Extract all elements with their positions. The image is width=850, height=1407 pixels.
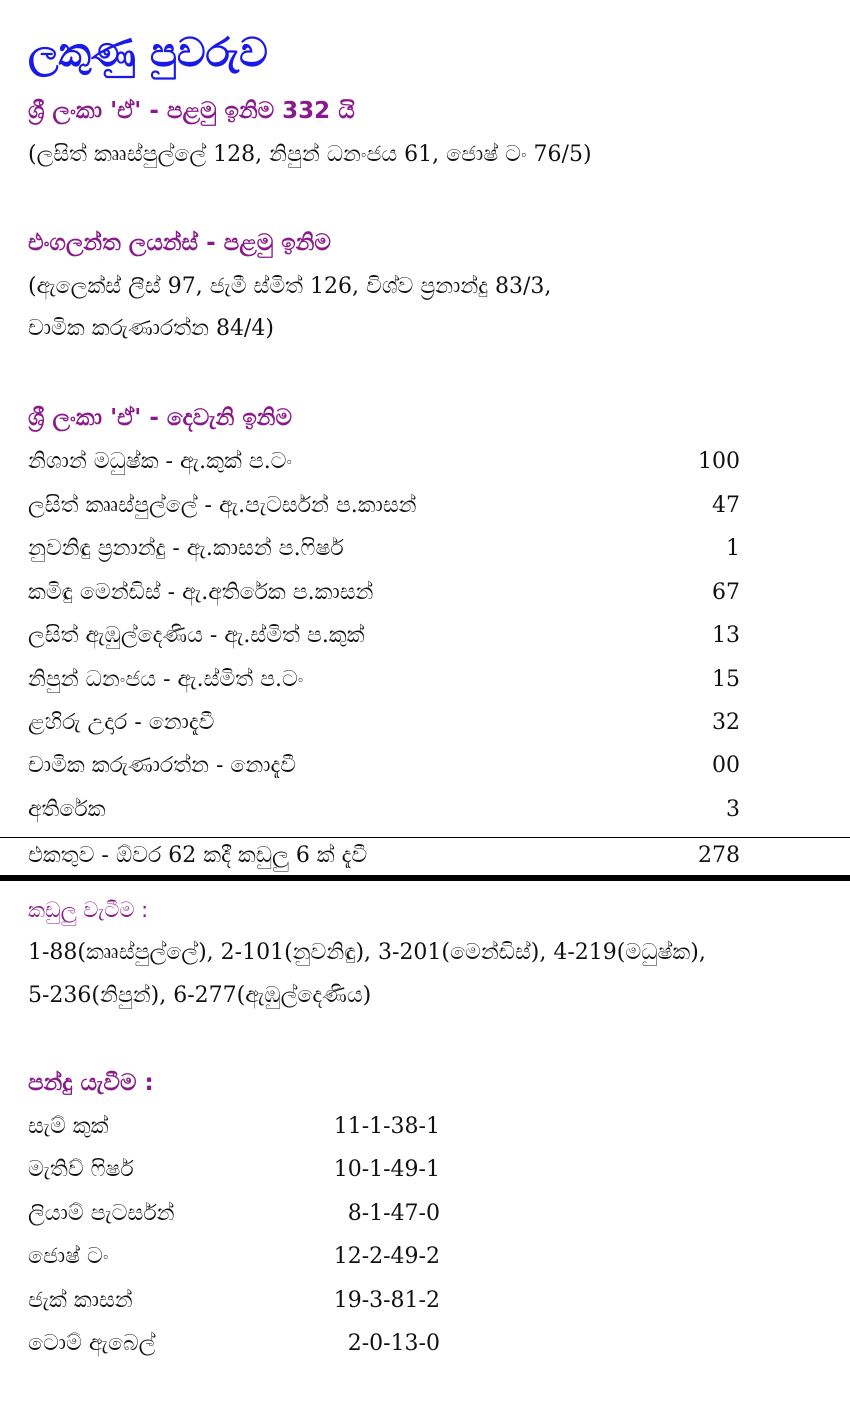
bowler-name: ජැක් කාසන් [28, 1288, 133, 1313]
eng-first-innings-detail-line1: (ඇලෙක්ස් ලීස් 97, ජැමී ස්මිත් 126, විශ්ව ප්‍රනාන්දු 83/3, [28, 274, 552, 299]
batting-row [28, 623, 740, 655]
eng-first-innings-heading: එංගලන්ත ලයන්ස් - පළමු ඉනිම [28, 230, 331, 256]
bowler-figures: 11-1-38-1 [333, 1114, 440, 1139]
batter-name: නිශාන් මධුෂ්ක - ඇ.කුක් ප.ටං [28, 449, 293, 474]
sl-second-innings-heading: ශ්‍රී ලංකා 'ඒ' - දෙවැනි ඉනිම [28, 405, 293, 431]
bowler-figures: 12-2-49-2 [333, 1244, 440, 1269]
extras-label: අතිරේක [28, 797, 106, 822]
bowler-name: ටොම් ඇබෙල් [28, 1331, 156, 1356]
batter-name: නුවනිඳු ප්‍රනාන්දු - ඇ.කාසන් ප.ෆිෂර් [28, 536, 344, 561]
batting-row [28, 667, 740, 699]
batter-name: නිපුන් ධනංජය - ඇ.ස්මිත් ප.ටං [28, 667, 304, 692]
bowler-name: සැම් කුක් [28, 1114, 109, 1139]
bowler-figures: 2-0-13-0 [347, 1331, 440, 1356]
batter-runs: 47 [712, 493, 740, 518]
batting-row [28, 710, 740, 742]
batter-runs: 13 [712, 623, 740, 648]
batter-name: චාමික කරුණාරත්න - නොදැවී [28, 753, 297, 778]
fall-of-wickets-heading: කඩුලු වැටීම : [28, 898, 149, 922]
batting-row [28, 493, 740, 525]
fall-of-wickets-line2: 5-236(නිපුන්), 6-277(ඇඹුල්දෙණිය) [28, 983, 372, 1008]
bowling-heading: පන්දු යැවීම : [28, 1070, 154, 1096]
sl-first-innings-heading: ශ්‍රී ලංකා 'ඒ' - පළමු ඉනිම 332 යි [28, 98, 355, 124]
total-value: 278 [698, 843, 740, 868]
bowler-figures: 8-1-47-0 [347, 1201, 440, 1226]
total-label: එකතුව - ඕවර 62 කදී කඩුලු 6 ක් දැවී [28, 843, 368, 868]
batting-row [28, 580, 740, 612]
page-title: ලකුණු පුවරුව [28, 30, 268, 76]
sl-first-innings-detail: (ලසිත් කෲස්පුල්ලේ 128, නිපුන් ධනංජය 61, ජොෂ් ටං 76/5) [28, 142, 592, 167]
batting-row-extras [28, 797, 740, 829]
batter-name: ළහිරු උදාර - නොදැවී [28, 710, 215, 735]
bowler-name: ජොෂ් ටං [28, 1244, 109, 1269]
batter-name: ලසිත් කෲස්පුල්ලේ - ඇ.පැටර්සන් ප.කාසන් [28, 493, 417, 518]
section-divider [0, 875, 850, 881]
fall-of-wickets-line1: 1-88(කෲස්පුල්ලේ), 2-101(නුවනිඳු), 3-201(මෙන්ඩිස්), 4-219(මධුෂ්ක), [28, 940, 706, 965]
batter-runs: 100 [698, 449, 740, 474]
batter-runs: 00 [712, 753, 740, 778]
batting-row [28, 536, 740, 568]
extras-runs: 3 [726, 797, 740, 822]
bowler-figures: 10-1-49-1 [333, 1157, 440, 1182]
batting-row [28, 753, 740, 785]
batting-row [28, 449, 740, 481]
eng-first-innings-detail-line2: චාමික කරුණාරත්න 84/4) [28, 316, 274, 341]
batter-name: කමිඳු මෙන්ඩිස් - ඇ.අතිරේක ප.කාසන් [28, 580, 374, 605]
batter-runs: 15 [712, 667, 740, 692]
total-divider [0, 837, 850, 838]
batter-name: ලසිත් ඇඹුල්දෙණිය - ඇ.ස්මිත් ප.කුක් [28, 623, 365, 648]
total-row [28, 843, 740, 875]
bowler-name: මැතිව් ෆිෂර් [28, 1157, 134, 1182]
bowler-name: ලියාම් පැටර්සන් [28, 1201, 175, 1226]
batter-runs: 1 [726, 536, 740, 561]
batter-runs: 32 [712, 710, 740, 735]
bowler-figures: 19-3-81-2 [333, 1288, 440, 1313]
batter-runs: 67 [712, 580, 740, 605]
